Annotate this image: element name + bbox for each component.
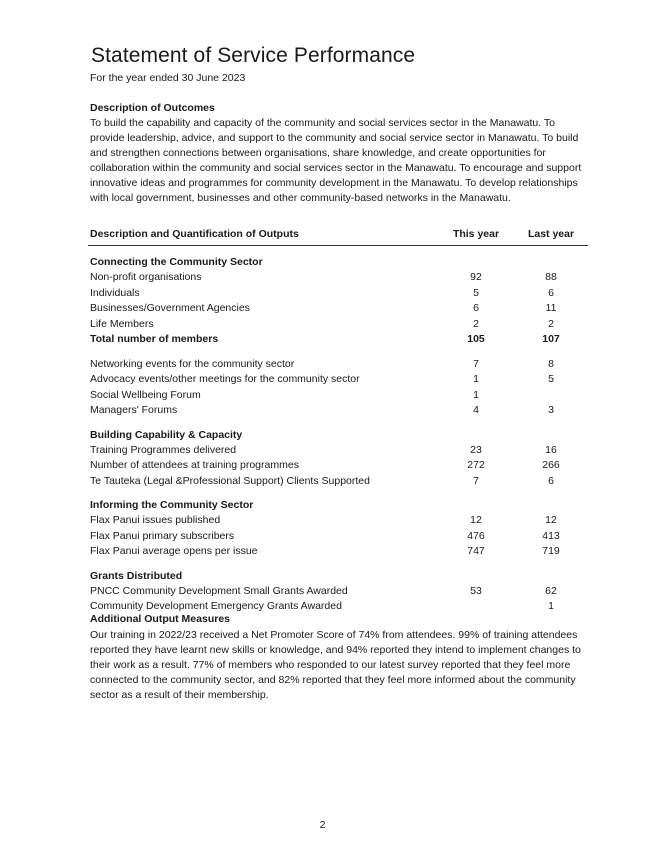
table-row	[88, 286, 588, 302]
table-row	[88, 443, 588, 459]
page-number: 2	[319, 819, 326, 831]
header-last-year: Last year	[527, 228, 575, 240]
row-this-year: 5	[473, 286, 479, 299]
table-row	[88, 332, 588, 348]
row-last-year: 88	[545, 271, 557, 283]
outcomes-body: To build the capability and capacity of the community and social services sector in the Manawatu. To provide leadership, advice, and support to the community and social service sector in Manawatu. To build and strengthen connections between organisations, share knowledge, and create opportunities for collaboration within the community and social services sector in the Manawatu. To encourage and support innovative ideas and programmes for community development in the Manawatu. To develop relationships with local government, businesses and other community-based networks in the Manawatu.	[90, 117, 582, 204]
header-description: Description and Quantification of Outputs	[90, 228, 299, 240]
row-label: Total number of members	[90, 333, 219, 345]
table-row	[88, 513, 588, 529]
row-last-year: 5	[548, 373, 554, 385]
row-this-year: 272	[467, 459, 485, 471]
table-group	[88, 428, 588, 490]
table-row	[88, 317, 588, 333]
row-label: Flax Panui average opens per issue	[90, 545, 258, 557]
row-last-year: 12	[545, 514, 557, 526]
row-last-year: 16	[545, 443, 557, 456]
row-this-year: 1	[473, 373, 479, 385]
table-row	[88, 403, 588, 419]
row-this-year: 92	[470, 271, 482, 283]
table-row	[88, 301, 588, 317]
row-last-year: 6	[548, 474, 554, 487]
row-label: Individuals	[90, 286, 140, 299]
table-group	[88, 569, 588, 615]
table-row	[88, 544, 588, 560]
row-last-year: 1	[548, 600, 554, 612]
row-label: Community Development Emergency Grants Awarded	[90, 600, 342, 612]
table-body	[88, 255, 588, 615]
row-label: Flax Panui issues published	[90, 514, 221, 526]
table-row	[88, 458, 588, 474]
row-label: Managers' Forums	[90, 404, 178, 416]
table-row	[88, 388, 588, 404]
group-title: Building Capability & Capacity	[90, 428, 243, 441]
row-this-year: 476	[467, 529, 485, 542]
table-row	[88, 372, 588, 388]
row-label: Training Programmes delivered	[90, 443, 237, 456]
row-label: Advocacy events/other meetings for the community sector	[90, 373, 360, 385]
table-header	[88, 228, 588, 246]
row-label: Te Tauteka (Legal &Professional Support) Clients Supported	[90, 474, 370, 487]
row-this-year: 7	[473, 474, 479, 487]
table-row	[88, 584, 588, 600]
row-last-year: 62	[545, 584, 557, 597]
row-this-year: 53	[470, 584, 482, 597]
row-last-year: 11	[545, 302, 557, 314]
row-last-year: 6	[548, 286, 554, 299]
row-last-year: 3	[548, 404, 554, 416]
row-last-year: 719	[542, 545, 560, 557]
row-label: Life Members	[90, 317, 154, 330]
page-title: Statement of Service Performance	[91, 44, 416, 67]
row-this-year: 1	[473, 388, 479, 401]
group-title: Grants Distributed	[90, 569, 183, 582]
row-label: Number of attendees at training programmes	[90, 459, 299, 471]
row-this-year: 105	[467, 333, 485, 345]
table-group	[88, 498, 588, 560]
additional-measures	[90, 613, 585, 703]
row-label: Flax Panui primary subscribers	[90, 529, 235, 542]
row-last-year: 2	[548, 317, 554, 330]
additional-heading: Additional Output Measures	[90, 613, 231, 625]
table-row	[88, 474, 588, 490]
group-title: Connecting the Community Sector	[90, 256, 263, 268]
row-last-year: 8	[548, 357, 554, 370]
row-this-year: 7	[473, 357, 479, 370]
table-row	[88, 529, 588, 545]
row-label: Non-profit organisations	[90, 271, 202, 283]
row-last-year: 107	[542, 333, 560, 345]
table-group	[88, 255, 588, 348]
row-this-year: 2	[473, 317, 479, 330]
row-this-year: 23	[470, 443, 482, 456]
row-last-year	[506, 388, 586, 404]
header-this-year: This year	[452, 228, 500, 240]
row-last-year: 413	[542, 529, 560, 542]
row-this-year: 12	[470, 514, 482, 526]
group-title: Informing the Community Sector	[90, 499, 254, 511]
table-row	[88, 357, 588, 373]
row-label: PNCC Community Development Small Grants Awarded	[90, 584, 348, 597]
row-label: Networking events for the community sector	[90, 357, 295, 370]
row-this-year: 747	[467, 545, 485, 557]
page-subtitle: For the year ended 30 June 2023	[90, 72, 246, 84]
table-row	[88, 270, 588, 286]
table-group	[88, 357, 588, 419]
row-this-year: 4	[473, 404, 479, 416]
additional-body: Our training in 2022/23 received a Net Promoter Score of 74% from attendees. 99% of training attendees reported they have learnt new skills or knowledge, and 94% reported they intend to implement changes to their work as a result. 77% of members who responded to our latest survey reported that they feel more connected to the community sector, and 82% reported that they feel more informed about the community sector as a result of their membership.	[90, 629, 581, 701]
row-label: Social Wellbeing Forum	[90, 388, 201, 401]
outputs-table	[88, 228, 588, 615]
row-label: Businesses/Government Agencies	[90, 302, 250, 314]
outcomes-heading: Description of Outcomes	[90, 102, 215, 114]
row-last-year: 266	[542, 459, 560, 471]
row-this-year: 6	[473, 302, 479, 314]
